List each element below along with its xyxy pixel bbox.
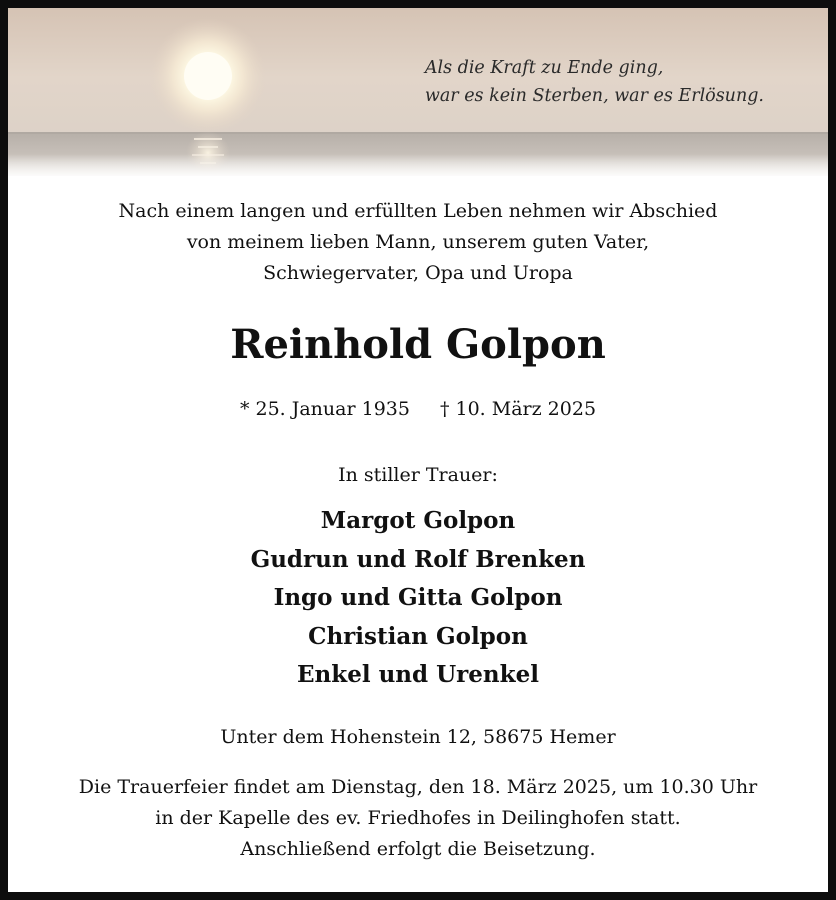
family-address: Unter dem Hohenstein 12, 58675 Hemer — [220, 726, 616, 748]
mourning-label: In stiller Trauer: — [338, 464, 498, 486]
motto-line-2: war es kein Sterben, war es Erlösung. — [424, 86, 764, 106]
funeral-line-2: in der Kapelle des ev. Friedhofes in Deilinghofen statt. — [155, 807, 681, 829]
intro-line-3: Schwiegervater, Opa und Uropa — [263, 262, 573, 284]
life-dates — [8, 394, 828, 424]
funeral-line-1: Die Trauerfeier findet am Dienstag, den 18. März 2025, um 10.30 Uhr — [78, 776, 758, 798]
motto-quote — [425, 54, 764, 110]
funeral-line-3: Anschließend erfolgt die Beisetzung. — [240, 838, 596, 860]
mourner-name: Enkel und Urenkel — [297, 661, 539, 688]
deceased-name: Reinhold Golpon — [230, 321, 606, 368]
birth-date: * 25. Januar 1935 — [239, 398, 410, 420]
death-date: † 10. März 2025 — [439, 398, 597, 420]
mourner-name: Gudrun und Rolf Brenken — [250, 545, 586, 573]
sunset-sea-photo — [8, 8, 828, 176]
motto-line-1: Als die Kraft zu Ende ging, — [424, 58, 664, 78]
mourners-list — [8, 502, 828, 695]
mourner-name: Christian Golpon — [308, 622, 528, 650]
mourner-name: Ingo und Gitta Golpon — [273, 584, 563, 611]
intro-line-2: von meinem lieben Mann, unserem guten Vater, — [186, 231, 650, 253]
mourner-name: Margot Golpon — [320, 507, 516, 534]
funeral-details — [8, 772, 828, 865]
intro-text — [8, 196, 828, 289]
intro-line-1: Nach einem langen und erfüllten Leben nehmen wir Abschied — [118, 200, 718, 222]
